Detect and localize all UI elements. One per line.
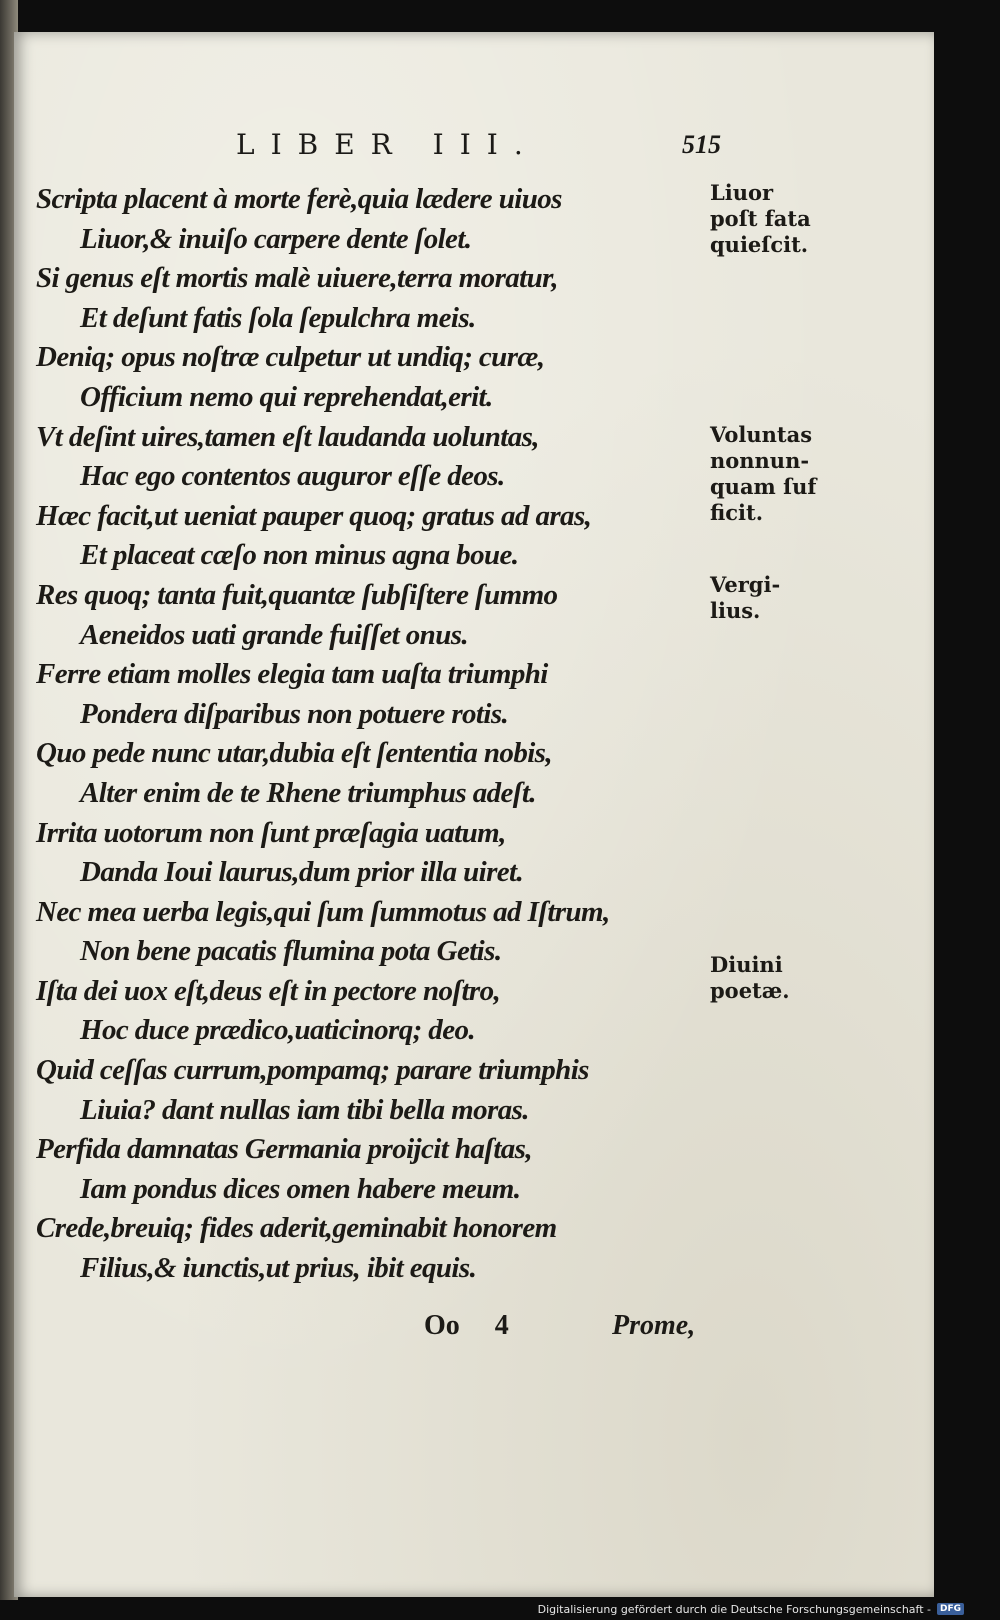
signature-mark: Oo 4 [424,1310,509,1341]
marginal-note-diuini [710,952,840,1004]
verse-line: Quo pede nunc utar,dubia eſt ſententia nobis, [36,737,553,770]
verse-line: Officium nemo qui reprehendat,erit. [80,380,493,413]
verse-line: Iam pondus dices omen habere meum. [80,1172,521,1205]
marginal-note-line: ficit. [710,500,764,525]
page-footer [424,1310,724,1350]
dfg-logo: DFG [937,1603,964,1615]
verse-line: Hoc duce prædico,uaticinorq; deo. [80,1014,476,1047]
verse-line: Scripta placent à morte ferè,quia lædere uiuos [36,183,562,215]
verse-line: Perfida damnatas Germania proijcit haſtas, [36,1133,533,1166]
verse-line: Crede,breuiq; fides aderit,geminabit honorem [36,1212,557,1245]
verse-line: Si genus eſt mortis malè uiuere,terra moratur, [36,262,558,295]
verse-line: Res quoq; tanta fuit,quantæ ſubſiſtere ſummo [36,578,558,611]
verse-line: Iſta dei uox eſt,deus eſt in pectore noſtro, [36,974,501,1007]
verse-line: Danda Ioui laurus,dum prior illa uiret. [80,856,524,889]
marginal-note-line: Voluntas [710,422,813,447]
verse-line: Nec mea uerba legis,qui ſum ſummotus ad Iſtrum, [36,895,610,928]
marginal-note-line: nonnun- [710,448,810,473]
verse-line: Filius,& iunctis,ut prius, ibit equis. [80,1252,477,1285]
verse-line: Irrita uotorum non ſunt præſagia uatum, [36,816,506,849]
verse-line: Ferre etiam molles elegia tam uaſta triumphi [36,658,548,691]
catchword: Prome, [612,1310,696,1341]
verse-line: Et placeat cæſo non minus agna boue. [80,539,519,572]
marginal-note-liuor [710,180,840,258]
verse-block [36,180,676,1289]
verse-line: Vt deſint uires,tamen eſt laudanda uoluntas, [36,420,539,453]
book-page [14,32,934,1597]
verse-line: Hæc facit,ut ueniat pauper quoq; gratus ad aras, [36,499,592,532]
marginal-note-line: poſt fata [710,206,811,231]
verse-line: Liuor,& inuiſo carpere dente ſolet. [80,222,472,255]
page-number: 515 [682,130,721,159]
verse-line: Alter enim de te Rhene triumphus adeſt. [80,776,536,809]
verse-line: Non bene pacatis flumina pota Getis. [80,935,502,968]
verse-line: Aeneidos uati grande fuiſſet onus. [80,618,469,651]
marginal-note-line: Vergi- [710,572,781,597]
marginal-note-voluntas [710,422,840,526]
verse-line: Et deſunt fatis ſola ſepulchra meis. [80,301,476,334]
page-header [236,128,756,168]
verse-line: Pondera diſparibus non potuere rotis. [80,697,509,730]
verse-line: Hac ego contentos auguror eſſe deos. [80,460,505,493]
marginal-note-line: quieſcit. [710,232,809,257]
marginal-note-line: poetæ. [710,978,790,1003]
marginal-note-line: quam ſuf [710,474,817,499]
verse-line: Liuia? dant nullas iam tibi bella moras. [80,1093,529,1126]
digitization-credit [538,1600,964,1618]
verse-line: Quid ceſſas currum,pompamq; parare triumphis [36,1054,589,1087]
verse-line: Deniq; opus noſtræ culpetur ut undiq; curæ, [36,341,545,374]
marginal-note-line: Liuor [710,180,774,205]
credit-text: Digitalisierung gefördert durch die Deutsche Forschungsgemeinschaft - [537,1602,931,1616]
marginal-note-vergilius [710,572,840,624]
running-title: LIBER III. [236,128,539,161]
marginal-note-line: lius. [710,598,761,623]
marginal-note-line: Diuini [710,952,783,977]
